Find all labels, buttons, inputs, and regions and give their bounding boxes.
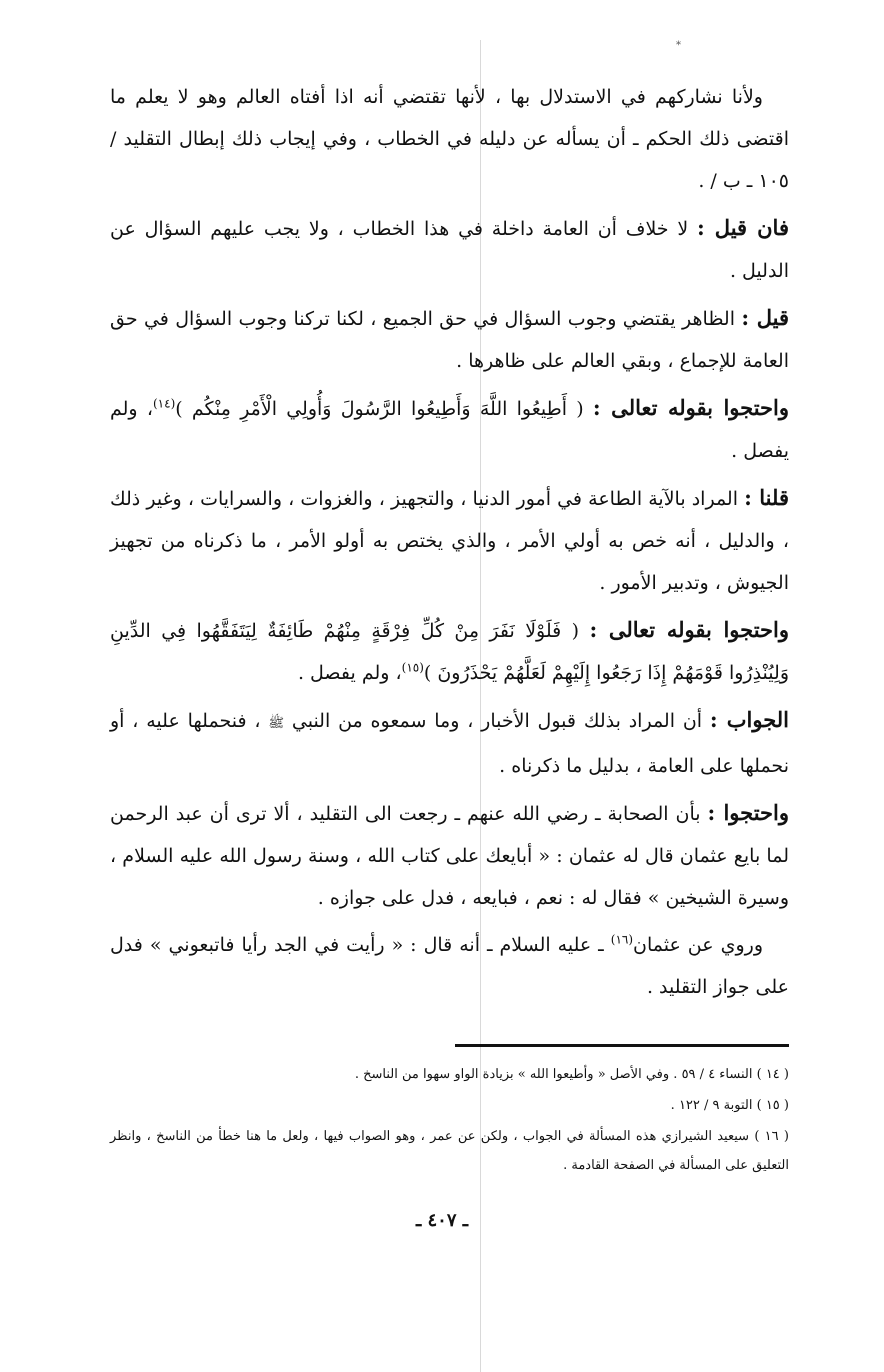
paragraph-lead: الجواب : xyxy=(709,707,789,732)
paragraph-text: أن المراد بذلك قبول الأخبار ، وما سمعوه من النبي xyxy=(284,710,710,732)
paragraph-1 xyxy=(110,76,789,202)
page-number: ـ ٤٠٧ ـ xyxy=(415,1210,469,1231)
paragraph-4 xyxy=(110,387,789,472)
paragraph-6 xyxy=(110,609,789,694)
paragraph-text: الظاهر يقتضي وجوب السؤال في حق الجميع ، لكنا تركنا وجوب السؤال في حق العامة للإجماع ، وبقي العالم على ظاهرها . xyxy=(110,308,789,372)
footnotes xyxy=(110,1060,789,1182)
paragraph-8 xyxy=(110,792,789,919)
main-text xyxy=(110,76,789,1013)
paragraph-2 xyxy=(110,207,789,292)
footnote-14: ( ١٤ ) النساء ٤ / ٥٩ . وفي الأصل « وأطيعوا الله » بزيادة الواو سهوا من الناسخ . xyxy=(354,1067,789,1082)
paragraph-text: ولأنا نشاركهم في الاستدلال بها ، لأنها تقتضي أنه اذا أفتاه العالم وهو لا يعلم ما اقتضى ذلك الحكم ـ أن يسأله عن دليله في الخطاب ، وفي إيجاب ذلك إبطال التقليد / ١٠٥ ـ ب / . xyxy=(110,86,789,192)
footnote-ref: (١٦) xyxy=(610,932,634,947)
paragraph-text: ، ولم يفصل . xyxy=(297,662,402,684)
paragraph-9 xyxy=(110,924,789,1008)
salla-ligature: ﷺ xyxy=(268,716,285,731)
quran-verse: ( أَطِيعُوا اللَّهَ وَأَطِيعُوا الرَّسُولَ وَأُولِي الْأَمْرِ مِنْكُم ) xyxy=(175,398,593,420)
scan-speck: * xyxy=(676,40,681,51)
footnote-ref: (١٥) xyxy=(401,660,424,675)
paragraph-text: بأن الصحابة ـ رضي الله عنهم ـ رجعت الى التقليد ، ألا ترى أن عبد الرحمن لما بايع عثمان قال له عثمان : « أبايعك على كتاب الله ، وسنة رسول الله عليه السلام ، وسيرة الشيخين » فقال له : نعم ، فبايعه ، فدل على جوازه . xyxy=(110,803,789,909)
paragraph-text: وروي عن عثمان xyxy=(633,934,763,956)
paragraph-lead: واحتجوا : xyxy=(707,800,789,825)
footnote-15: ( ١٥ ) التوبة ٩ / ١٢٢ . xyxy=(670,1098,789,1113)
paragraph-lead: فان قيل : xyxy=(696,215,789,240)
paragraph-lead: قيل : xyxy=(741,305,789,330)
paragraph-5 xyxy=(110,477,789,604)
paragraph-text: المراد بالآية الطاعة في أمور الدنيا ، والتجهيز ، والغزوات ، والسرايات ، وغير ذلك ، والدليل ، أنه خص به أولي الأمر ، والذي يختص به أولو الأمر ، ما ذكرناه من تجهيز الجيوش ، وتدبير الأمور . xyxy=(110,488,789,594)
paragraph-7 xyxy=(110,699,789,787)
footnote-16: ( ١٦ ) سيعيد الشيرازي هذه المسألة في الجواب ، ولكن عن عمر ، وهو الصواب فيها ، ولعل ما هنا خطأ من الناسخ ، وانظر التعليق على المسألة في الصفحة القادمة . xyxy=(110,1129,789,1173)
footnote-divider xyxy=(455,1044,789,1047)
quran-verse: ( فَلَوْلَا نَفَرَ مِنْ كُلِّ فِرْقَةٍ مِنْهُمْ طَائِفَةٌ لِيَتَفَقَّهُوا فِي الدِّينِ وَلِيُنْذِرُوا قَوْمَهُمْ إِذَا رَجَعُوا إِلَيْهِمْ لَعَلَّهُمْ يَحْذَرُونَ ) xyxy=(110,620,789,684)
paragraph-text: ، فنحملها عليه ، أو نحملها على العامة ، بدليل ما ذكرناه . xyxy=(110,710,789,777)
paragraph-text: لا خلاف أن العامة داخلة في هذا الخطاب ، ولا يجب عليهم السؤال عن الدليل . xyxy=(110,218,789,282)
paragraph-lead: قلنا : xyxy=(744,485,789,510)
paragraph-lead: واحتجوا بقوله تعالى : xyxy=(592,395,789,420)
paragraph-text: ـ عليه السلام ـ أنه قال : « رأيت في الجد رأيا فاتبعوني » فدل على جواز التقليد . xyxy=(110,934,789,998)
footnote-ref: (١٤) xyxy=(152,396,176,411)
paragraph-text: ، ولم يفصل . xyxy=(110,398,789,462)
paragraph-lead: واحتجوا بقوله تعالى : xyxy=(589,617,789,642)
paragraph-3 xyxy=(110,297,789,382)
